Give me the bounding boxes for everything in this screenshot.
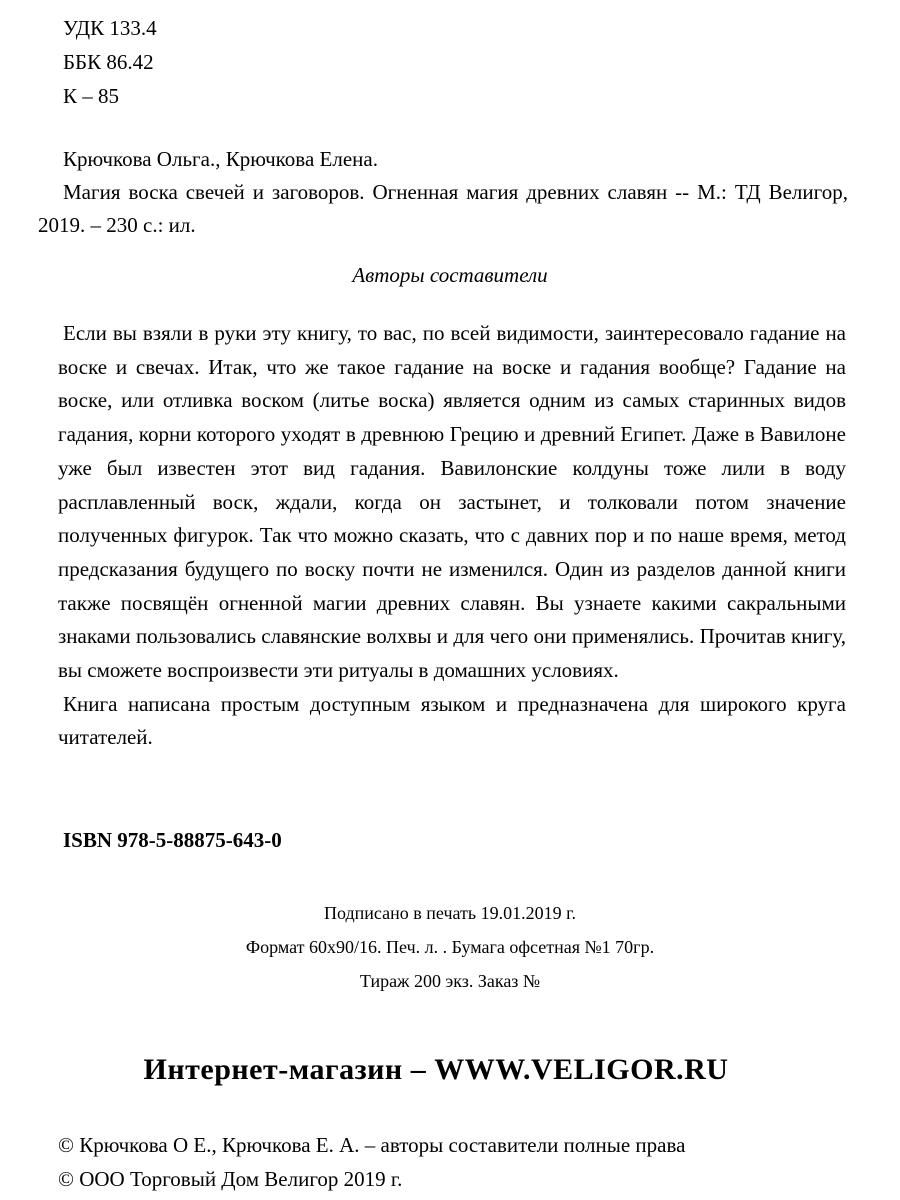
- abstract-paragraph: Если вы взяли в руки эту книгу, то вас, по всей видимости, заинтересовало гадание на воске и свечах. Итак, что же такое гадание на воске и гадания вообще? Гадание на воске, или отливка воском (литье воска) является одним из самых старинных видов гадания, корни которого уходят в древнюю Грецию и древний Египет. Даже в Вавилоне уже был известен этот вид гадания. Вавилонские колдуны тоже лили в воду расплавленный воск, ждали, когда он застынет, и толковали потом значение полученных фигурок. Так что можно сказать, что с давних пор и по наше время, метод предсказания будущего по воску почти не изменился. Один из разделов данной книги также посвящён огненной магии древних славян. Вы узнаете какими сакральными знаками пользовались славянские волхвы и для чего они применялись. Прочитав книгу, вы сможете воспроизвести эти ритуалы в домашних условиях.: [58, 321, 846, 683]
- print-signed-date: Подписано в печать 19.01.2019 г.: [324, 903, 576, 923]
- classification-codes: [63, 11, 157, 113]
- compilers-heading: Авторы составители: [352, 263, 548, 287]
- bibliographic-description: Магия воска свечей и заговоров. Огненная магия древних славян -- М.: ТД Велигор, 2019. – 230 с.: ил.: [38, 180, 848, 237]
- book-abstract: [58, 317, 846, 755]
- udk-code: УДК 133.4: [63, 16, 157, 40]
- copyright-authors: © Крючкова О Е., Крючкова Е. А. – авторы составители полные права: [58, 1133, 686, 1157]
- print-info: [0, 896, 900, 998]
- abstract-paragraph: Книга написана простым доступным языком и предназначена для широкого круга читателей.: [58, 691, 846, 750]
- book-authors: Крючкова Ольга., Крючкова Елена.: [63, 147, 378, 171]
- copyright-block: [58, 1128, 685, 1196]
- print-format: Формат 60х90/16. Печ. л. . Бумага офсетная №1 70гр.: [245, 937, 655, 957]
- bbk-code: ББК 86.42: [63, 50, 154, 74]
- author-sign: К – 85: [63, 84, 120, 108]
- online-shop-line: Интернет-магазин – WWW.VELIGOR.RU: [143, 1053, 729, 1086]
- print-circulation: Тираж 200 экз. Заказ №: [359, 971, 541, 991]
- copyright-publisher: © ООО Торговый Дом Велигор 2019 г.: [58, 1167, 403, 1191]
- isbn: ISBN 978-5-88875-643-0: [63, 828, 282, 852]
